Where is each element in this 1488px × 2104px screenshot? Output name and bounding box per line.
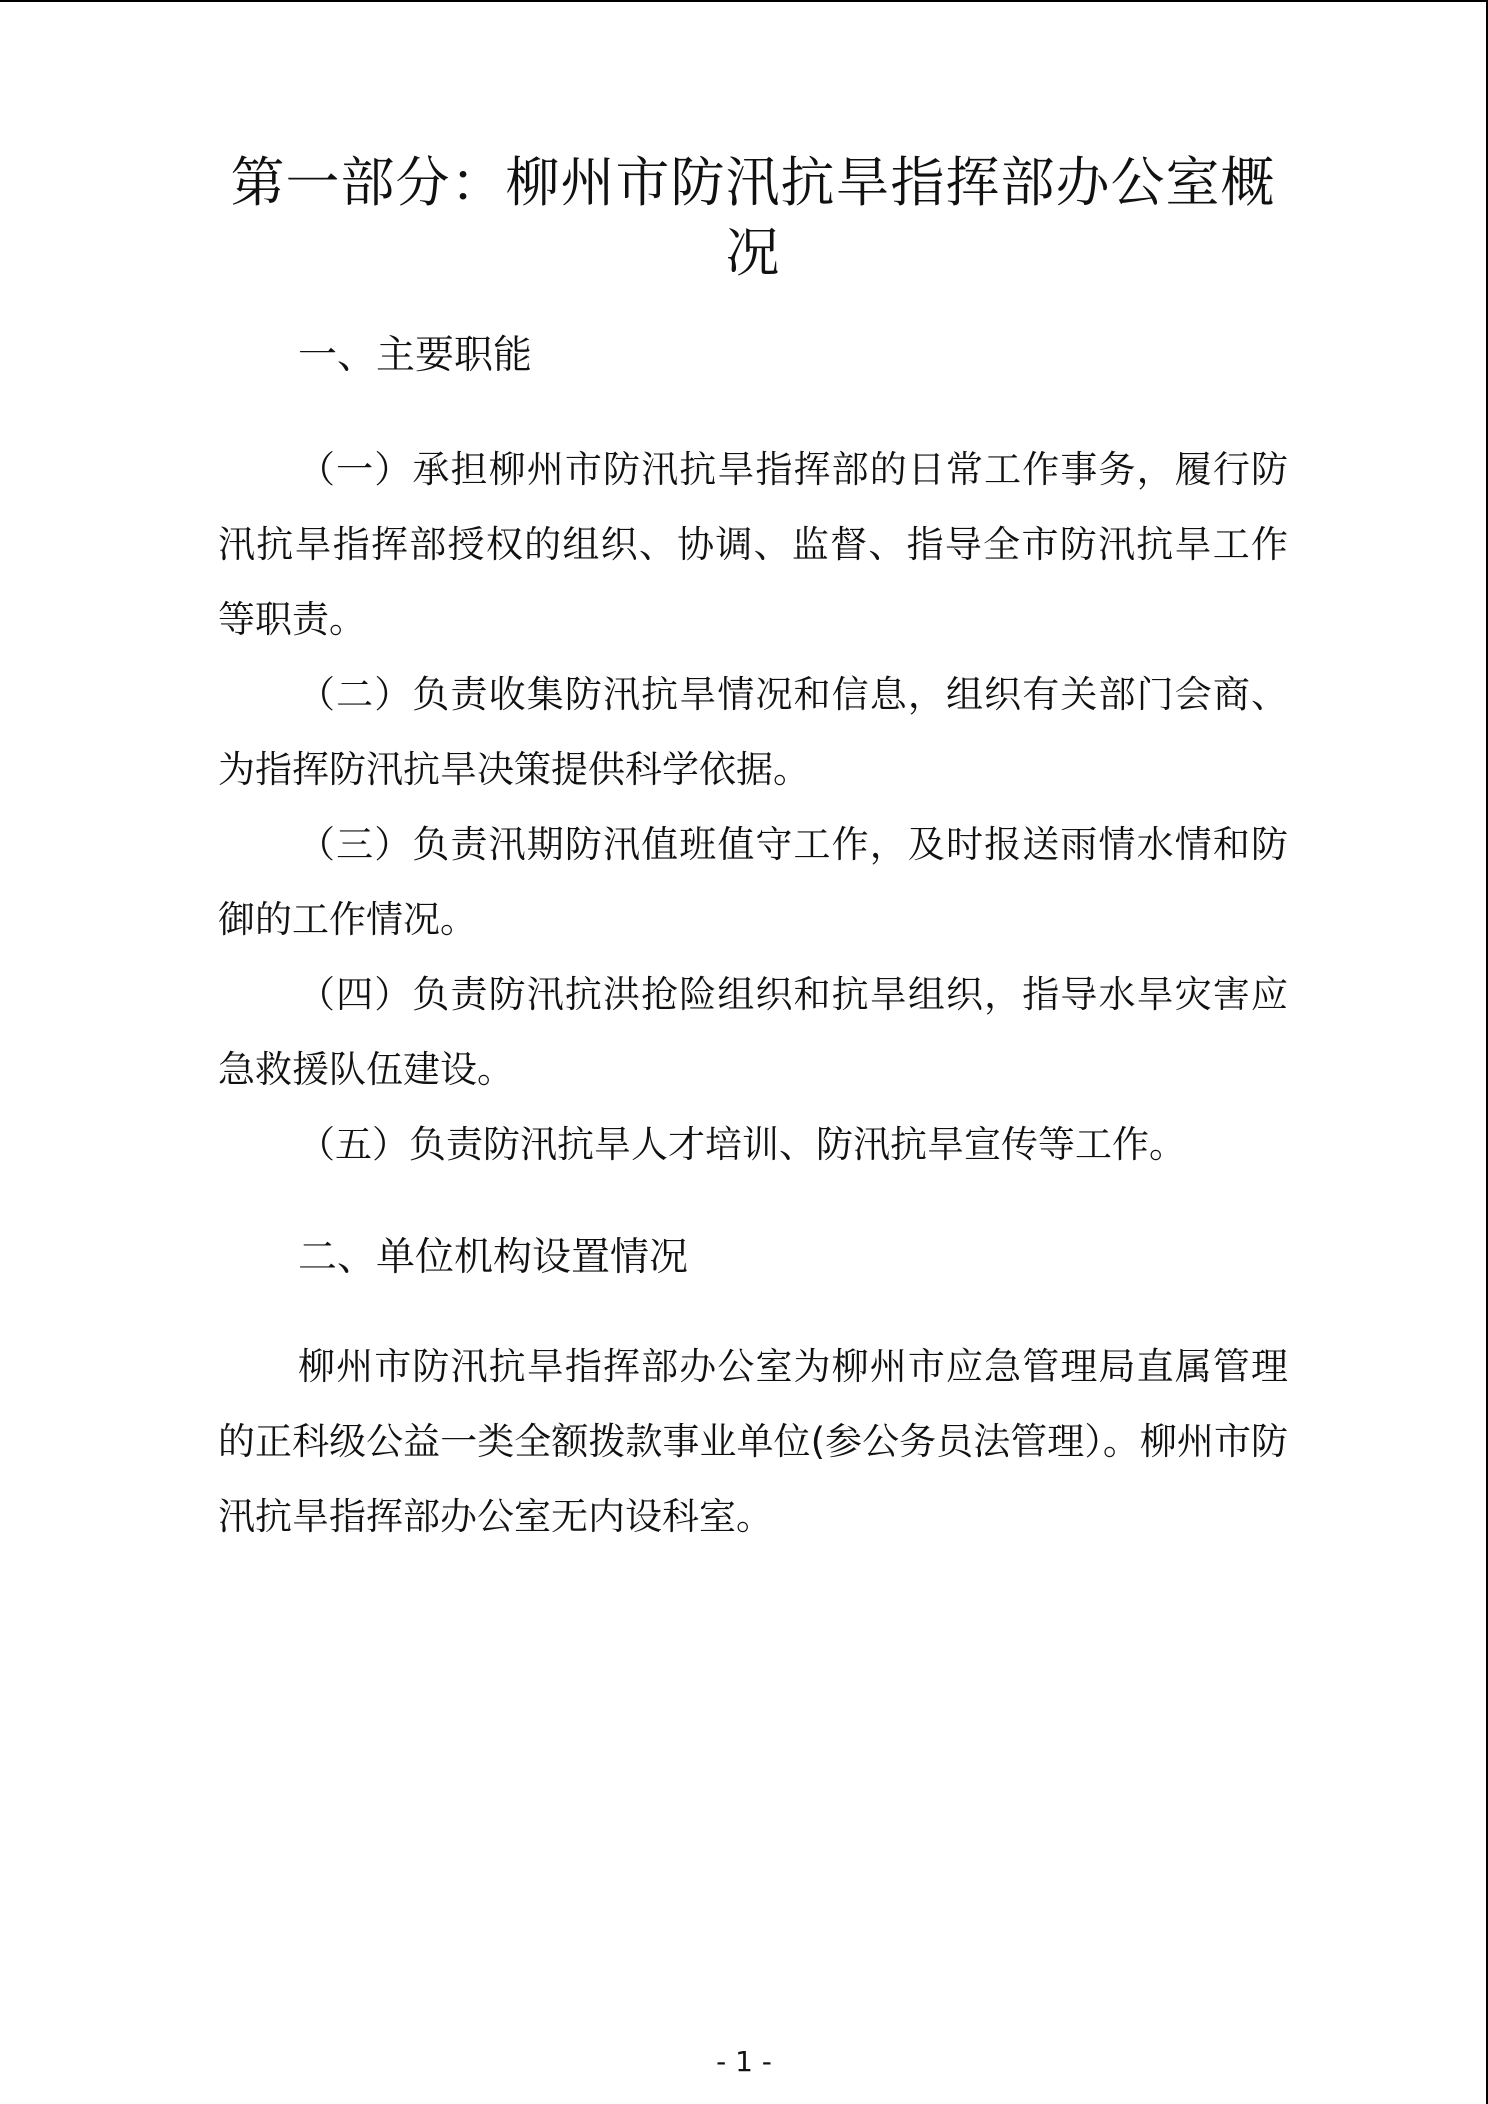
function-item-4: （四）负责防汛抗洪抢险组织和抗旱组织，指导水旱灾害应急救援队伍建设。 xyxy=(218,973,1288,1091)
section-heading-organization: 二、单位机构设置情况 xyxy=(298,1235,689,1280)
function-item-5: （五）负责防汛抗旱人才培训、防汛抗旱宣传等工作。 xyxy=(298,1123,1186,1166)
section-heading-main-functions: 一、主要职能 xyxy=(298,333,533,378)
page-number: - 1 - xyxy=(716,2045,772,2078)
function-item-1: （一）承担柳州市防汛抗旱指挥部的日常工作事务，履行防汛抗旱指挥部授权的组织、协调、监督、指导全市防汛抗旱工作等职责。 xyxy=(218,448,1288,641)
document-title: 第一部分：柳州市防汛抗旱指挥部办公室概况 xyxy=(230,151,1276,284)
organization-paragraph: 柳州市防汛抗旱指挥部办公室为柳州市应急管理局直属管理的正科级公益一类全额拨款事业单位(参公务员法管理）。柳州市防汛抗旱指挥部办公室无内设科室。 xyxy=(218,1345,1288,1538)
function-item-3: （三）负责汛期防汛值班值守工作，及时报送雨情水情和防御的工作情况。 xyxy=(218,823,1288,941)
function-item-2: （二）负责收集防汛抗旱情况和信息，组织有关部门会商、为指挥防汛抗旱决策提供科学依据。 xyxy=(218,673,1288,791)
